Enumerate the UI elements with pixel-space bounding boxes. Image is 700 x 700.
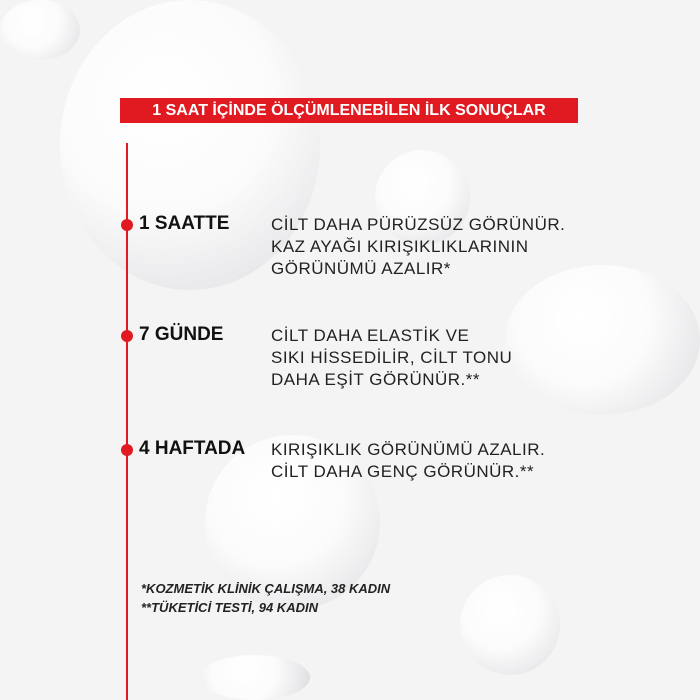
desc-line: CİLT DAHA GENÇ GÖRÜNÜR.** (271, 462, 535, 481)
step-label: 1 SAATTE (139, 213, 230, 234)
headline-banner: 1 SAAT İÇİNDE ÖLÇÜMLENEBİLEN İLK SONUÇLAR (120, 98, 578, 123)
desc-line: DAHA EŞİT GÖRÜNÜR.** (271, 370, 481, 389)
desc-line: KAZ AYAĞI KIRIŞIKLIKLARININ (271, 237, 529, 256)
step-label: 7 GÜNDE (139, 324, 224, 345)
cream-sphere (460, 575, 560, 675)
cream-sphere (0, 0, 80, 60)
cream-sphere (200, 655, 310, 700)
step-description (271, 214, 565, 280)
cream-sphere (505, 265, 700, 415)
desc-line: CİLT DAHA PÜRÜZSÜZ GÖRÜNÜR. (271, 215, 566, 234)
footnote: *KOZMETİK KLİNİK ÇALIŞMA, 38 KADIN (141, 581, 391, 596)
desc-line: GÖRÜNÜMÜ AZALIR* (271, 259, 451, 278)
step-label: 4 HAFTADA (139, 438, 246, 459)
timeline-dot (121, 444, 133, 456)
footnotes (141, 579, 390, 617)
timeline-dot (121, 219, 133, 231)
desc-line: KIRIŞIKLIK GÖRÜNÜMÜ AZALIR. (271, 440, 546, 459)
desc-line: CİLT DAHA ELASTİK VE (271, 326, 470, 345)
timeline-dot (121, 330, 133, 342)
step-description (271, 325, 512, 391)
desc-line: SIKI HİSSEDİLİR, CİLT TONU (271, 348, 513, 367)
step-description (271, 439, 545, 483)
footnote: **TÜKETİCİ TESTİ, 94 KADIN (141, 600, 318, 615)
